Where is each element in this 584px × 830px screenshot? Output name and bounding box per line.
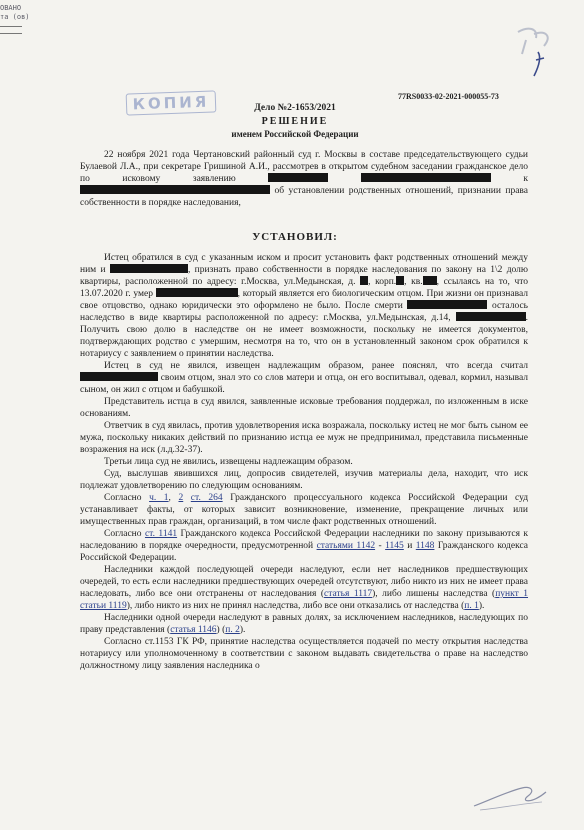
redaction [456,312,526,321]
redaction [156,288,238,297]
law-link[interactable]: статья 1146 [170,625,217,635]
text: Истец обратился в суд с указанным иском и просит установить факт родственных отношений между ним и [80,253,528,275]
text: ), либо никто из них не принял наследства, либо все они отказались от наследства ( [126,601,465,611]
document-title: РЕШЕНИЕ [261,116,329,127]
law-link[interactable]: статьями 1142 [316,541,376,551]
text: Наследники каждой последующей очереди наследуют, если нет наследников предшествующих очередей, то есть если наследники предшествующих очередей отсутствуют, либо никто из них не имеет права наследовать, либо все они отстранены от наследования ( [80,565,528,599]
intro-text-a: 22 ноября 2021 года Чертановский районный суд г. Москвы в составе председательствующего судьи Булаевой Л.А., при секретаре Гришиной А.И., рассмотрев в открытом судебном заседании гражданское дело по исковому заявлению [80,150,528,184]
text: ) ( [216,625,226,635]
law-link[interactable]: ч. 1 [149,493,169,503]
body-text [80,252,528,672]
text: Гражданского кодекса Российской Федерации. [80,541,528,563]
law-link[interactable]: 2 [178,493,184,503]
paragraph [80,612,528,636]
intro-text-c: об установлении родственных отношений, признании права собственности в порядке наследования, [80,186,529,208]
redaction [80,372,158,381]
redaction [361,173,491,182]
law-link[interactable]: ст. 1141 [144,529,178,539]
corner-stamp [0,4,30,40]
text: Согласно [104,529,142,539]
redaction [407,300,487,309]
corner-stamp-line-1: ОВАНО [0,4,22,12]
law-link[interactable]: 1148 [415,541,435,551]
copy-stamp: КОПИЯ [126,90,217,115]
redaction [360,276,368,285]
text: . Получить свою долю в наследстве он не имеет возможности, поскольку не имеется документов, подтверждающих родство с умершим, несмотря на то, что он в установленный законом срок обратился к нотариусу с заявлением о принятии наследства. [80,313,528,359]
paragraph: Третьи лица суд не явились, извещены надлежащим образом. [104,457,353,467]
text: , который является его биологическим отцом. При жизни он признавал свое отцовство, однако юридически это оформлено не было. После смерти [80,289,529,311]
paragraph: Согласно ст. 1141 Гражданского кодекса Российской Федерации наследники по закону призываются к наследованию в порядке очередности, предусмотренной статьями 1142 - 1145 и 1148 Гражданского кодекса Российской Федерации. [80,529,528,563]
text: , кв. [404,277,423,287]
intro-paragraph [80,149,528,209]
intro-text-b: к [523,174,529,184]
corner-rule [0,26,22,27]
corner-stamp-line-2: та (ов) [0,13,30,21]
section-heading: УСТАНОВИЛ: [252,231,338,243]
case-id: 77RS0033-02-2021-000055-73 [398,92,499,101]
paragraph: Суд, выслушав явившихся лиц, допросив свидетелей, изучив материалы дела, находит, что иск подлежат удовлетворению по следующим основаниям. [80,469,528,491]
law-link[interactable]: 1145 [385,541,404,551]
text: Согласно [104,493,142,503]
paragraph [80,252,528,360]
law-link[interactable]: статья 1117 [324,589,373,599]
redaction [423,276,437,285]
paragraph [80,564,528,612]
text: Гражданского кодекса Российской Федерации наследники по закону призываются к наследованию в порядке очередности, предусмотренной [80,529,528,551]
signature-icon [470,782,550,812]
paragraph: Согласно ст.1153 ГК РФ, принятие наследства осуществляется подачей по месту открытия наследства нотариусу или уполномоченному в соответствии с законом выдавать свидетельства о праве на наследство должностному лицу заявления наследника о [80,637,528,671]
text: Истец в суд не явился, извещен надлежащим образом, ранее пояснял, что всегда считал [104,361,528,371]
text: своим отцом, знал это со слов матери и отца, он его воспитывал, одевал, кормил, называл сыном, он жил с отцом и бабушкой. [80,373,529,395]
text: , признать право собственности в порядке наследования по закону на 1\2 долю квартиры, расположенной по адресу: г.Москва, ул.Медынская, д. [80,265,529,287]
paragraph [80,360,528,396]
text: осталось наследство в виде квартиры расположенной по адресу: г.Москва, ул.Медынская, д.14, [80,301,529,323]
text: Гражданского процессуального кодекса Российской Федерации суд устанавливает факты, от которых зависит возникновение, изменение, прекращение личных или имущественных прав граждан, организаций, в том числе факт родственных отношений. [80,493,529,527]
document-subtitle: именем Российской Федерации [231,129,359,139]
law-link[interactable]: ст. 264 [190,493,223,503]
text: ). [478,601,485,611]
redaction [396,276,404,285]
corner-rule [0,33,22,34]
law-link[interactable]: п. 2 [225,625,240,635]
paragraph: Согласно ч. 1, 2 ст. 264 Гражданского процессуального кодекса Российской Федерации суд устанавливает факты, от которых зависит возникновение, изменение, прекращение личных или имущественных прав граждан, организаций, в том числе факт родственных отношений. [80,493,529,527]
text: , корп. [368,277,397,287]
text: , ссылаясь на то, что 13.07.2020 г. умер [80,277,529,299]
redaction [268,173,328,182]
handwritten-number-icon [508,24,558,84]
paragraph: Представитель истца в суд явился, заявленные исковые требования поддержал, по изложенным в иске основаниям. [80,397,528,419]
text: Наследники одной очереди наследуют в равных долях, за исключением наследников, наследующих по праву представления ( [80,613,528,635]
text: ), либо лишены наследства ( [372,589,496,599]
law-link[interactable]: пункт 1 статьи 1119 [80,589,529,611]
paragraph: Ответчик в суд явилась, против удовлетворения иска возражала, поскольку истец не мог быть сыном ее мужа, поскольку никаких действий по признанию истца ее муж не предпринимал, представила письменные возражения на иск (л.д.32-37). [80,421,528,455]
law-link[interactable]: п. 1 [464,601,479,611]
redaction [80,185,270,194]
redaction [110,264,188,273]
text: ). [239,625,246,635]
case-heading: Дело №2-1653/2021 [254,103,336,113]
